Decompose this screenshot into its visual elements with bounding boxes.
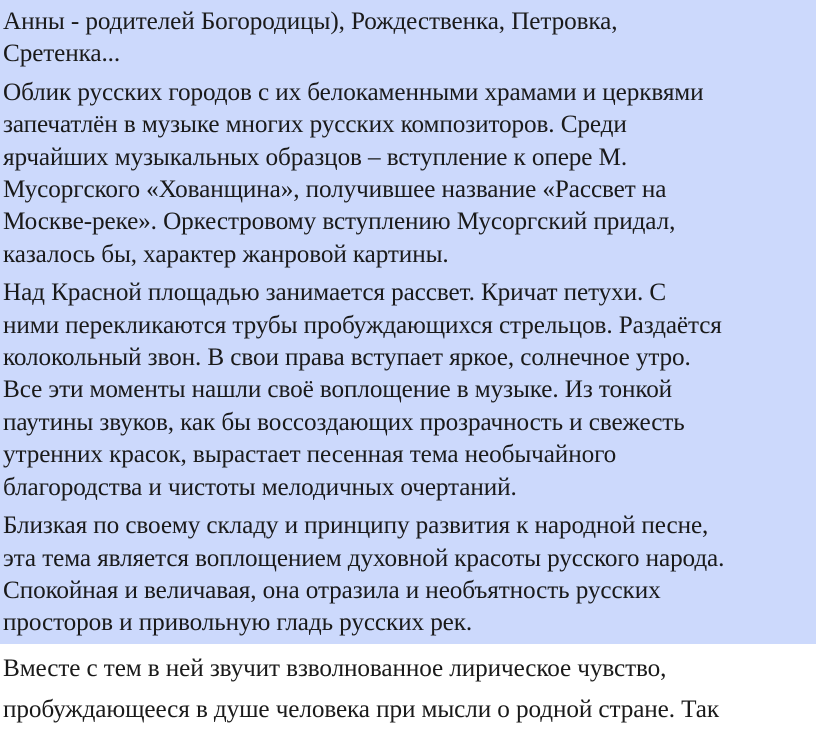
text-line: казалось бы, характер жанровой картины. bbox=[3, 240, 449, 268]
text-line: Все эти моменты нашли своё воплощение в музыке. Из тонкой bbox=[3, 376, 673, 404]
text-line: Анны - родителей Богородицы), Рождественка, Петровка, bbox=[3, 8, 618, 35]
text-line: Близкая по своему складу и принципу развития к народной песне, bbox=[3, 512, 709, 540]
text-line: колокольный звон. В свои права вступает яркое, солнечное утро. bbox=[3, 344, 691, 372]
paragraph-2 bbox=[3, 77, 815, 271]
text-line: утренних красок, вырастает песенная тема необычайного bbox=[3, 441, 617, 469]
text-line: Вместе с тем в ней звучит взволнованное лирическое чувство, bbox=[3, 655, 667, 682]
text-line: пробуждающееся в душе человека при мысли о родной стране. Так bbox=[3, 696, 720, 723]
text-line: ними перекликаются трубы пробуждающихся стрельцов. Раздаётся bbox=[3, 311, 722, 339]
highlighted-text-block bbox=[3, 6, 815, 646]
text-line: Облик русских городов с их белокаменными храмами и церквями bbox=[3, 78, 704, 106]
paragraph-1 bbox=[3, 6, 815, 71]
text-line: просторов и привольную гладь русских рек. bbox=[3, 609, 473, 637]
paragraph-4 bbox=[3, 510, 815, 640]
text-line: Спокойная и величавая, она отразила и необъятность русских bbox=[3, 576, 661, 604]
text-line: Мусоргского «Хованщина», получившее название «Рассвет на bbox=[3, 176, 667, 204]
text-line: Москве-реке». Оркестровому вступлению Мусоргский придал, bbox=[3, 208, 676, 236]
text-line: ярчайших музыкальных образцов – вступление к опере М. bbox=[3, 143, 628, 171]
text-line: благородства и чистоты мелодичных очертаний. bbox=[3, 473, 517, 501]
text-line: эта тема является воплощением духовной красоты русского народа. bbox=[3, 544, 725, 572]
text-line: паутины звуков, как бы воссоздающих прозрачность и свежесть bbox=[3, 408, 685, 436]
paragraph-3 bbox=[3, 277, 815, 504]
tail-paragraph bbox=[3, 648, 815, 730]
text-line: запечатлён в музыке многих русских композиторов. Среди bbox=[3, 111, 627, 139]
text-line: Сретенка... bbox=[3, 40, 121, 68]
text-line: Над Красной площадью занимается рассвет. Кричат петухи. С bbox=[3, 279, 667, 307]
